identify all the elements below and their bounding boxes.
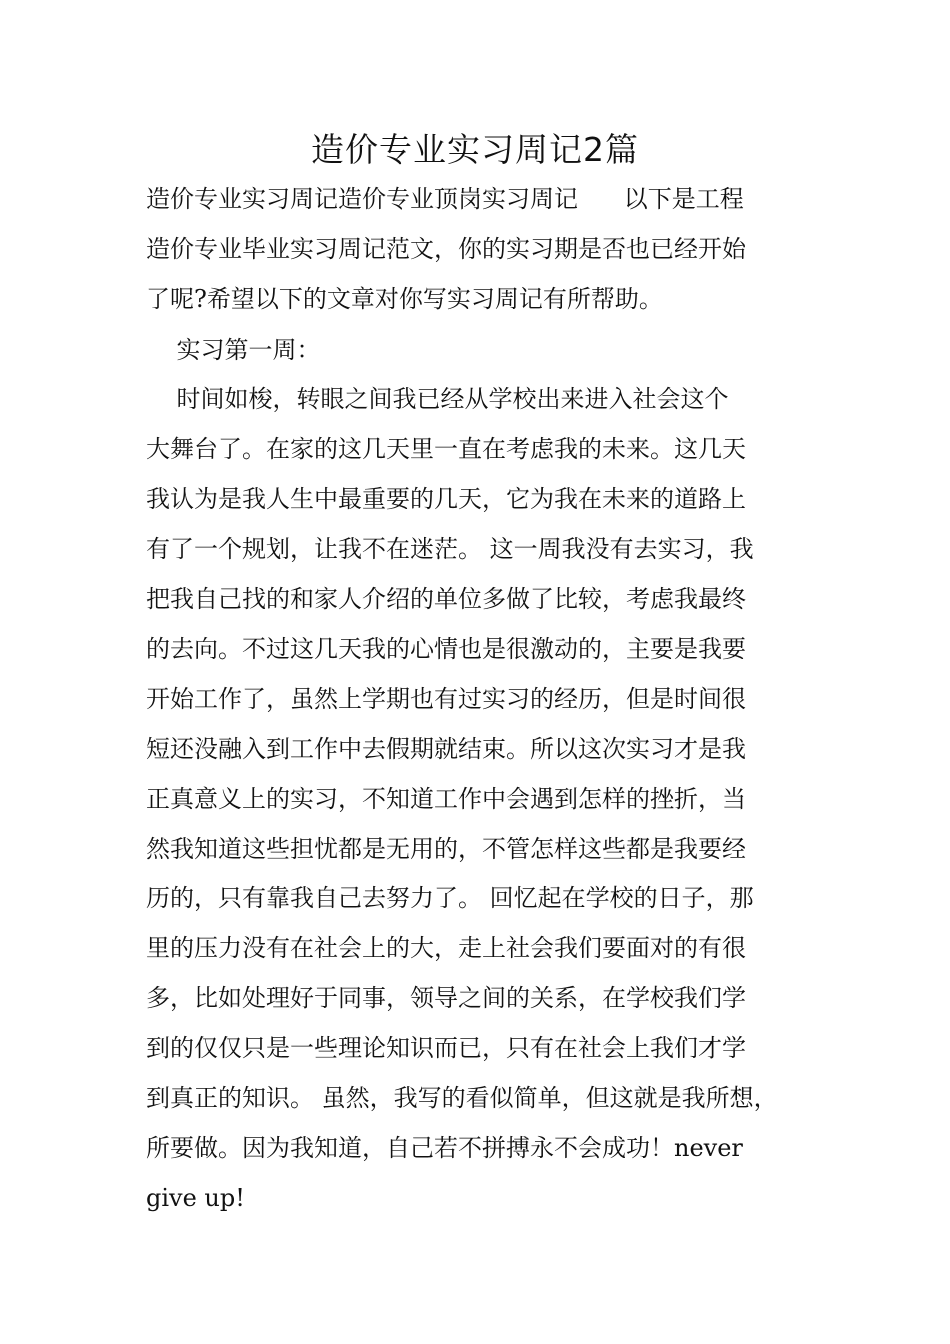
text-line: 正真意义上的实习，不知道工作中会遇到怎样的挫折，当: [146, 785, 746, 813]
text-line: 造价专业毕业实习周记范文，你的实习期是否也已经开始: [146, 235, 746, 263]
text-line: 的去向。不过这几天我的心情也是很激动的，主要是我要: [146, 635, 746, 663]
text-line: 大舞台了。在家的这几天里一直在考虑我的未来。这几天: [146, 435, 746, 463]
text-line: 到真正的知识。 虽然，我写的看似简单，但这就是我所想，: [146, 1084, 778, 1112]
text-line: 历的，只有靠我自己去努力了。 回忆起在学校的日子，那: [146, 884, 754, 912]
text-line: 然我知道这些担忧都是无用的，不管怎样这些都是我要经: [146, 835, 746, 863]
text-line: 我认为是我人生中最重要的几天，它为我在未来的道路上: [146, 485, 746, 513]
text-line: 了呢?希望以下的文章对你写实习周记有所帮助。: [146, 285, 663, 313]
text-line: 造价专业实习周记造价专业顶岗实习周记 以下是工程: [146, 185, 744, 213]
section-heading: 实习第一周：: [146, 336, 321, 364]
document-title: 造价专业实习周记2篇: [311, 130, 639, 169]
text-line: 到的仅仅只是一些理论知识而已，只有在社会上我们才学: [146, 1034, 746, 1062]
text-line: 时间如梭，转眼之间我已经从学校出来进入社会这个: [146, 385, 729, 413]
text-line: 多，比如处理好于同事，领导之间的关系，在学校我们学: [146, 984, 746, 1012]
text-line: 开始工作了，虽然上学期也有过实习的经历，但是时间很: [146, 685, 746, 713]
text-line: 短还没融入到工作中去假期就结束。所以这次实习才是我: [146, 735, 746, 763]
text-line: 把我自己找的和家人介绍的单位多做了比较，考虑我最终: [146, 585, 746, 613]
text-line: 所要做。因为我知道，自己若不拼搏永不会成功！never: [146, 1134, 743, 1162]
text-line: give up!: [146, 1184, 245, 1212]
text-line: 有了一个规划，让我不在迷茫。 这一周我没有去实习，我: [146, 535, 754, 563]
text-line: 里的压力没有在社会上的大，走上社会我们要面对的有很: [146, 934, 746, 962]
